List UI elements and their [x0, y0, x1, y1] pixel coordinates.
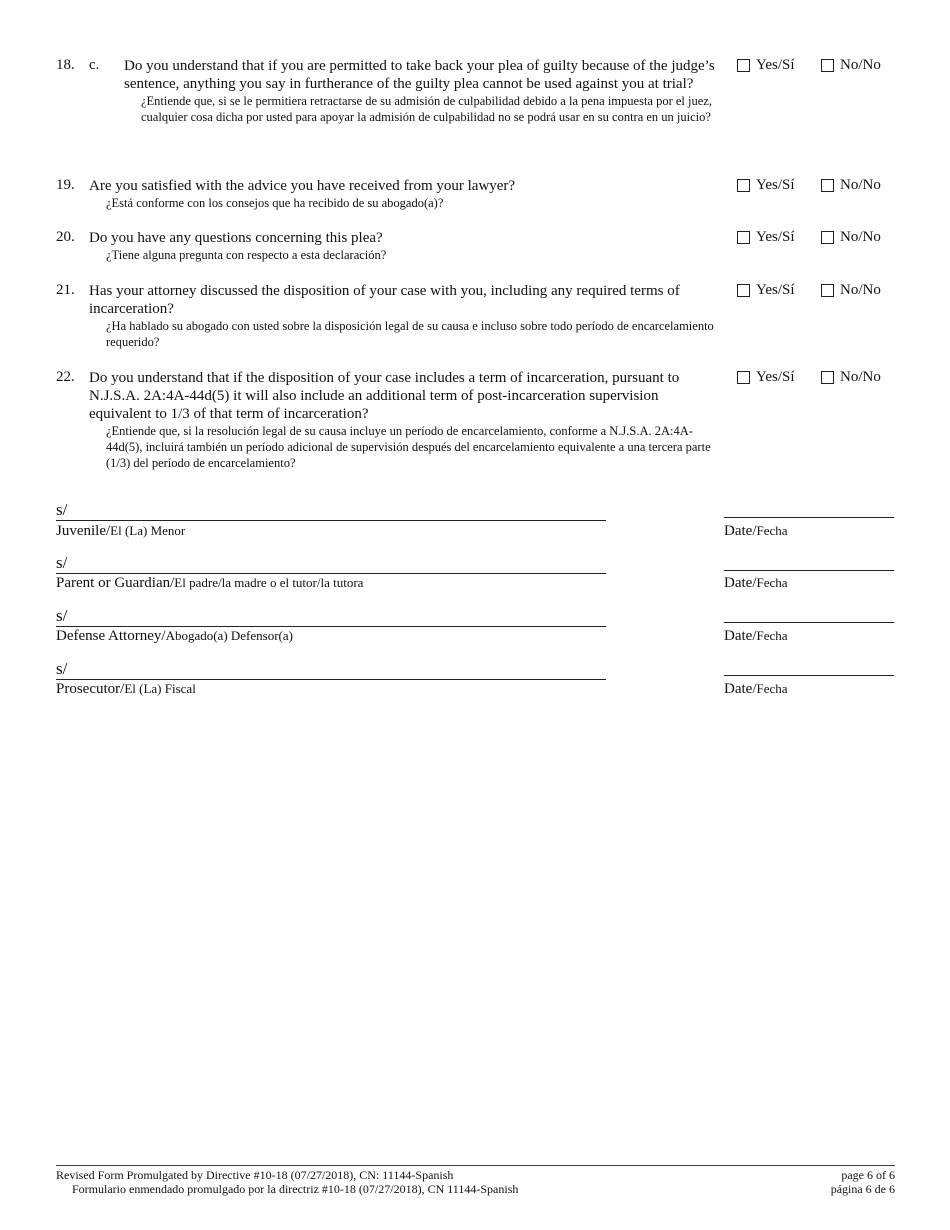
question-text-es: ¿Entiende que, si se le permitiera retractarse de su admisión de culpabilidad debido a la pena impuesta por el juez, cualquier cosa dicha por usted para apoyar la admisión de culpabilidad no se podrá usar en su contra en un juicio? — [141, 94, 712, 124]
checkbox-icon[interactable] — [821, 231, 834, 244]
checkbox-icon[interactable] — [821, 179, 834, 192]
checkbox-icon[interactable] — [821, 371, 834, 384]
question-text-en: Do you understand that if you are permitted to take back your plea of guilty because of the judge’s sentence, anything you say in furtherance of the guilty plea cannot be used against you at trial? — [124, 58, 715, 92]
page-footer — [56, 1165, 895, 1196]
signature-label: Defense Attorney/Abogado(a) Defensor(a) — [56, 628, 293, 644]
signature-mark: s/ — [56, 500, 68, 519]
no-checkbox[interactable]: No/No — [821, 177, 881, 194]
date-line[interactable] — [724, 622, 894, 623]
checkbox-icon[interactable] — [737, 179, 750, 192]
checkbox-icon[interactable] — [821, 284, 834, 297]
date-label: Date/Fecha — [724, 681, 788, 697]
yes-checkbox[interactable]: Yes/Sí — [737, 282, 795, 299]
checkbox-icon[interactable] — [737, 59, 750, 72]
signature-line[interactable] — [56, 573, 606, 574]
date-label: Date/Fecha — [724, 628, 788, 644]
question-number: 20. — [56, 229, 75, 245]
question-text-es: ¿Está conforme con los consejos que ha recibido de su abogado(a)? — [106, 196, 444, 210]
checkbox-icon[interactable] — [821, 59, 834, 72]
no-checkbox[interactable]: No/No — [821, 229, 881, 246]
question-number: 18. — [56, 57, 75, 73]
date-line[interactable] — [724, 570, 894, 571]
yes-checkbox[interactable]: Yes/Sí — [737, 369, 795, 386]
footer-page-es: página 6 de 6 — [830, 1182, 895, 1196]
date-label: Date/Fecha — [724, 523, 788, 539]
no-checkbox[interactable]: No/No — [821, 57, 881, 74]
signature-line[interactable] — [56, 679, 606, 680]
signature-mark: s/ — [56, 606, 68, 625]
signature-label: Parent or Guardian/El padre/la madre o el tutor/la tutora — [56, 575, 364, 591]
footer-form-es: Formulario enmendado promulgado por la directriz #10-18 (07/27/2018), CN 11144-Spanish — [72, 1182, 519, 1196]
checkbox-icon[interactable] — [737, 231, 750, 244]
signature-line[interactable] — [56, 520, 606, 521]
date-line[interactable] — [724, 675, 894, 676]
footer-page-en: page 6 of 6 — [841, 1168, 895, 1182]
question-number: 19. — [56, 177, 75, 193]
signature-mark: s/ — [56, 553, 68, 572]
question-number: 22. — [56, 369, 75, 385]
no-checkbox[interactable]: No/No — [821, 282, 881, 299]
question-text-en: Are you satisfied with the advice you have received from your lawyer? — [89, 178, 516, 194]
yes-checkbox[interactable]: Yes/Sí — [737, 177, 795, 194]
date-line[interactable] — [724, 517, 894, 518]
question-text-en: Do you understand that if the disposition of your case includes a term of incarceration, pursuant to N.J.S.A. 2A:4A-44d(5) it will also include an additional term of post-incarceration supervision equivalent to 1/3 of that term of incarceration? — [89, 370, 680, 422]
question-sublabel: c. — [89, 57, 100, 73]
yes-checkbox[interactable]: Yes/Sí — [737, 229, 795, 246]
question-text-es: ¿Entiende que, si la resolución legal de su causa incluye un período de encarcelamiento, conforme a N.J.S.A. 2A:4A-44d(5), incluirá también un período adicional de supervisión después del encarcelamiento equivalente a una tercera parte (1/3) del período de encarcelamiento? — [106, 424, 711, 470]
checkbox-icon[interactable] — [737, 371, 750, 384]
question-text-es: ¿Tiene alguna pregunta con respecto a esta declaración? — [106, 248, 387, 262]
signature-label: Juvenile/El (La) Menor — [56, 523, 186, 539]
date-label: Date/Fecha — [724, 575, 788, 591]
footer-form-en: Revised Form Promulgated by Directive #10-18 (07/27/2018), CN: 11144-Spanish — [56, 1168, 454, 1182]
question-text-en: Do you have any questions concerning this plea? — [89, 230, 383, 246]
signature-line[interactable] — [56, 626, 606, 627]
checkbox-icon[interactable] — [737, 284, 750, 297]
question-text-en: Has your attorney discussed the disposition of your case with you, including any required terms of incarceration? — [89, 283, 680, 317]
yes-checkbox[interactable]: Yes/Sí — [737, 57, 795, 74]
no-checkbox[interactable]: No/No — [821, 369, 881, 386]
signature-label: Prosecutor/El (La) Fiscal — [56, 681, 196, 697]
question-number: 21. — [56, 282, 75, 298]
signature-mark: s/ — [56, 659, 68, 678]
question-text-es: ¿Ha hablado su abogado con usted sobre la disposición legal de su causa e incluso sobre todo período de encarcelamiento requerido? — [106, 319, 714, 349]
